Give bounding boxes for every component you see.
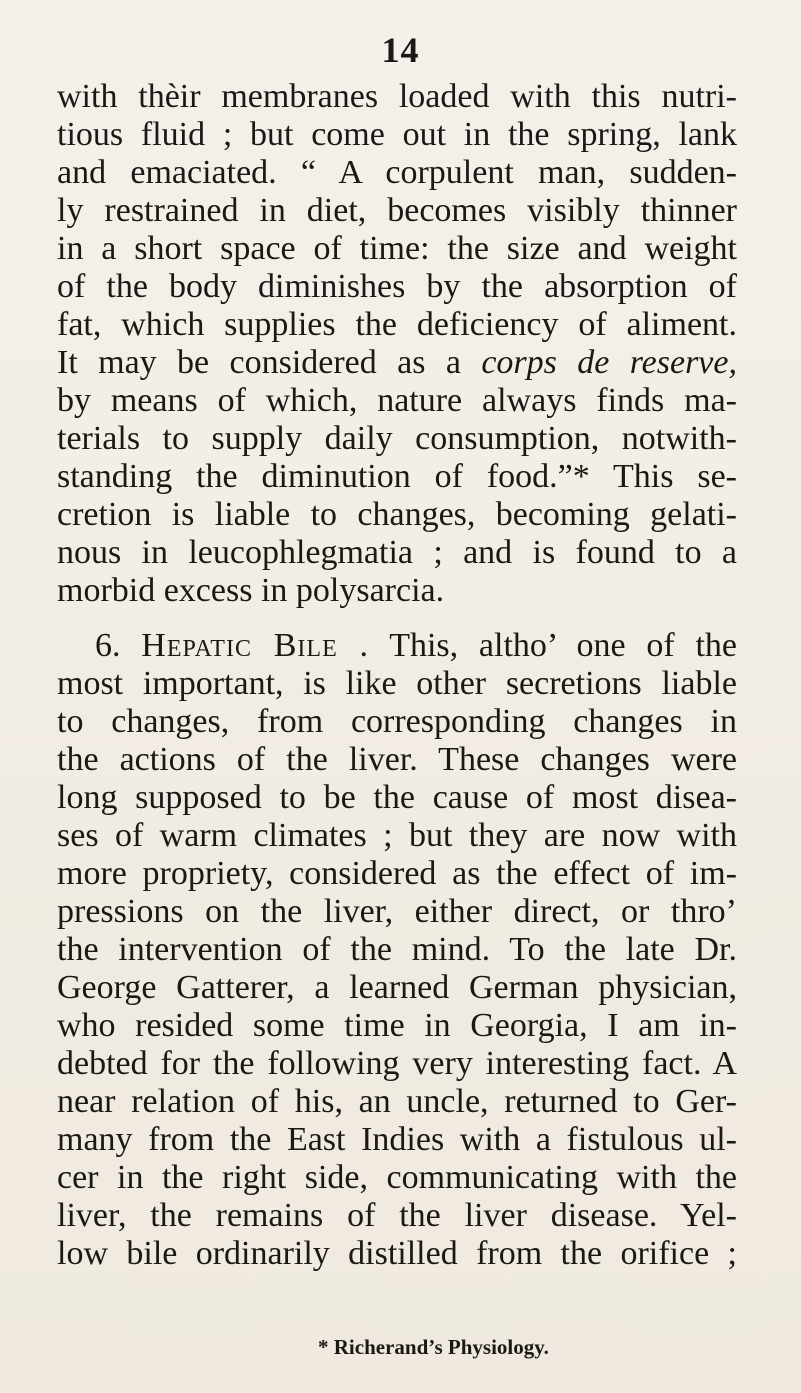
text-line: cer in the right side, communicating with the	[57, 1159, 737, 1196]
text-line: George Gatterer, a learned German physician,	[57, 969, 737, 1006]
text-line: long supposed to be the cause of most disea-	[57, 779, 737, 816]
text-segment: It may be considered as a	[57, 344, 461, 381]
text-line: most important, is like other secretions liable	[57, 665, 737, 702]
section-heading-line	[95, 626, 737, 666]
text-line: pressions on the liver, either direct, or thro’	[57, 893, 737, 930]
text-line: debted for the following very interesting fact. A	[57, 1045, 737, 1082]
footnote: * Richerand’s Physiology.	[318, 1335, 549, 1359]
text-line: of the body diminishes by the absorption of	[57, 268, 737, 305]
text-line: low bile ordinarily distilled from the orifice ;	[57, 1235, 737, 1272]
text-line: cretion is liable to changes, becoming gelati-	[57, 496, 737, 533]
text-line: in a short space of time: the size and weight	[57, 230, 737, 267]
text-line: tious fluid ; but come out in the spring, lank	[57, 116, 737, 153]
italic-phrase: corps de reserve,	[481, 344, 737, 381]
text-line: near relation of his, an uncle, returned to Ger-	[57, 1083, 737, 1120]
text-line: liver, the remains of the liver disease. Yel-	[57, 1197, 737, 1234]
text-line: to changes, from corresponding changes in	[57, 703, 737, 740]
text-segment: This, altho’ one of the	[389, 627, 737, 664]
text-line: and emaciated. “ A corpulent man, sudden-	[57, 154, 737, 191]
text-line: by means of which, nature always finds ma-	[57, 382, 737, 419]
text-line: with thèir membranes loaded with this nutri-	[57, 78, 737, 115]
text-line: terials to supply daily consumption, notwith-	[57, 420, 737, 457]
text-line: ses of warm climates ; but they are now with	[57, 817, 737, 854]
text-line: the intervention of the mind. To the late Dr.	[57, 931, 737, 968]
section-number: 6.	[95, 627, 121, 664]
text-line-with-italic	[57, 343, 737, 383]
text-line: who resided some time in Georgia, I am in-	[57, 1007, 737, 1044]
text-line: morbid excess in polysarcia.	[57, 572, 445, 609]
text-line: many from the East Indies with a fistulous ul-	[57, 1121, 737, 1158]
text-line: more propriety, considered as the effect of im-	[57, 855, 737, 892]
text-line: nous in leucophlegmatia ; and is found to a	[57, 534, 737, 571]
text-line: ly restrained in diet, becomes visibly thinner	[57, 192, 737, 229]
text-line: the actions of the liver. These changes were	[57, 741, 737, 778]
section-title: Hepatic Bile .	[141, 627, 370, 664]
text-line: standing the diminution of food.”* This se-	[57, 458, 737, 495]
page-number: 14	[381, 30, 420, 70]
text-line: fat, which supplies the deficiency of aliment.	[57, 306, 737, 343]
